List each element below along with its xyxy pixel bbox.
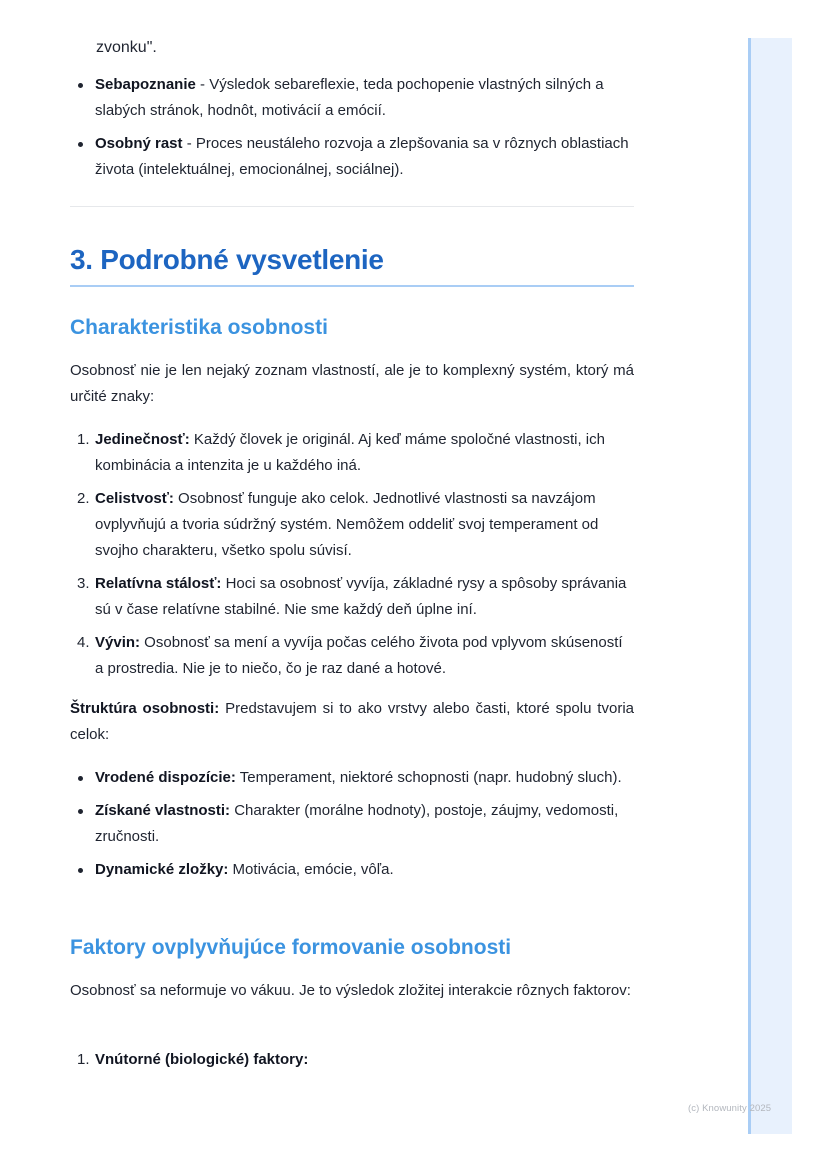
characteristics-list (70, 427, 634, 682)
list-item: Osobný rast - Proces neustáleho rozvoja a zlepšovania sa v rôznych oblastiach života (intelektuálnej, emocionálnej, sociálnej). (70, 131, 634, 183)
continuation-text: zvonku". (96, 39, 157, 56)
list-item: 1. Jedinečnosť: Každý človek je originál. Aj keď máme spoločné vlastnosti, ich kombinácia a intenzita je u každého iná. (77, 431, 605, 474)
structure-paragraph: Štruktúra osobnosti: Predstavujem si to ako vrstvy alebo časti, ktoré spolu tvoria celok: (70, 700, 634, 743)
list-item: 1. Vnútorné (biologické) faktory: (77, 1051, 309, 1068)
top-bullet-list (70, 72, 634, 183)
factors-list (70, 1047, 634, 1073)
list-item: 4. Vývin: Osobnosť sa mení a vyvíja počas celého života pod vplyvom skúseností a prostredia. Nie je to niečo, čo je raz dané a hotové. (77, 634, 623, 677)
section-divider (70, 206, 634, 207)
list-item: 2. Celistvosť: Osobnosť funguje ako celok. Jednotlivé vlastnosti sa navzájom ovplyvňujú a tvoria súdržný systém. Nemôžem oddeliť svoj temperament od svojho charakteru, všetko spolu súvisí. (77, 490, 599, 559)
list-item: 3. Relatívna stálosť: Hoci sa osobnosť vyvíja, základné rysy a spôsoby správania sú v čase relatívne stabilné. Nie sme každý deň úplne iní. (77, 575, 627, 618)
subheading-factors: Faktory ovplyvňujúce formovanie osobnosti (70, 936, 512, 959)
list-item: Získané vlastnosti: Charakter (morálne hodnoty), postoje, záujmy, vedomosti, zručnosti. (70, 798, 634, 850)
factors-intro: Osobnosť sa neformuje vo vákuu. Je to výsledok zložitej interakcie rôznych faktorov: (70, 982, 631, 999)
characteristics-intro: Osobnosť nie je len nejaký zoznam vlastností, ale je to komplexný systém, ktorý má určité znaky: (70, 362, 634, 405)
right-margin-band (748, 38, 792, 1134)
subheading-characteristics: Charakteristika osobnosti (70, 316, 328, 339)
list-item: Sebapoznanie - Výsledok sebareflexie, teda pochopenie vlastných silných a slabých stránok, hodnôt, motivácií a emócií. (70, 72, 634, 124)
copyright-footer: (c) Knowunity 2025 (688, 1103, 772, 1114)
list-item: Vrodené dispozície: Temperament, niektoré schopnosti (napr. hudobný sluch). (70, 765, 634, 791)
list-item: Dynamické zložky: Motivácia, emócie, vôľa. (70, 857, 634, 883)
section-title: 3. Podrobné vysvetlenie (70, 244, 384, 275)
section-title-underline (70, 285, 634, 287)
structure-bullet-list (70, 765, 634, 883)
